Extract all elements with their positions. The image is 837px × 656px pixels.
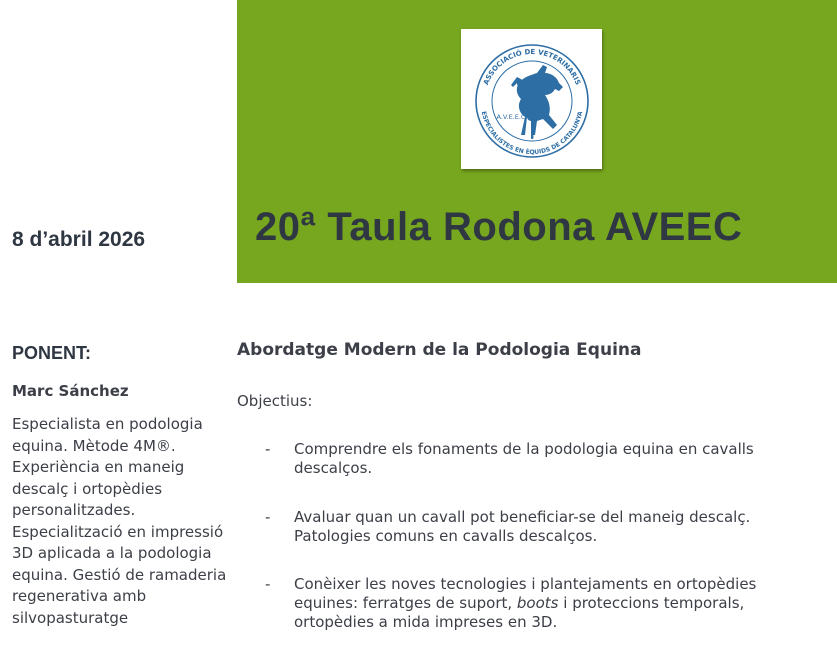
objective-text — [294, 575, 805, 632]
logo-abbreviation: A.V.E.E.C — [496, 113, 526, 121]
speaker-heading: PONENT: — [12, 343, 92, 363]
objective-text: Comprendre els fonaments de la podologia equina en cavalls descalços. — [294, 440, 754, 477]
objective-item — [265, 508, 805, 546]
event-title: 20ª Taula Rodona AVEEC — [255, 205, 743, 249]
speaker-bio: Especialista en podologia equina. Mètode 4M®. Experiència en maneig descalç i ortopèdies personalitzades. Especialització en impressió 3D aplicada a la podologia equina. Gestió de ramaderia regenerativa amb silvopasturatge — [12, 415, 227, 627]
list-dash: - — [265, 508, 271, 526]
objectives-label: Objectius: — [237, 392, 313, 410]
aveec-logo — [461, 29, 602, 169]
logo-ring-top-text: ASSOCIACIÓ DE VETERINARIS — [482, 47, 582, 87]
objective-item — [265, 575, 805, 632]
aveec-logo-graphic — [461, 29, 602, 169]
list-dash: - — [265, 440, 271, 458]
speaker-name: Marc Sánchez — [12, 382, 129, 400]
objective-text-part: Conèixer les noves tecnologies i plantejaments en ortopèdies equines: ferratges de suport, — [294, 575, 757, 612]
objective-text: Avaluar quan un cavall pot beneficiar-se del maneig descalç. Patologies comuns en cavalls descalços. — [294, 508, 751, 545]
event-date: 8 d’abril 2026 — [12, 228, 146, 251]
objective-text-part: i proteccions temporals, ortopèdies a mida impreses en 3D. — [294, 594, 745, 631]
logo-ring-bottom-text: ESPECIALISTES EN ÈQUIDS DE CATALUNYA — [479, 110, 585, 157]
horse-icon — [511, 65, 563, 139]
objective-text-italic: boots — [516, 594, 559, 612]
list-dash: - — [265, 575, 271, 593]
talk-title: Abordatge Modern de la Podologia Equina — [237, 340, 642, 360]
objective-item — [265, 440, 805, 478]
